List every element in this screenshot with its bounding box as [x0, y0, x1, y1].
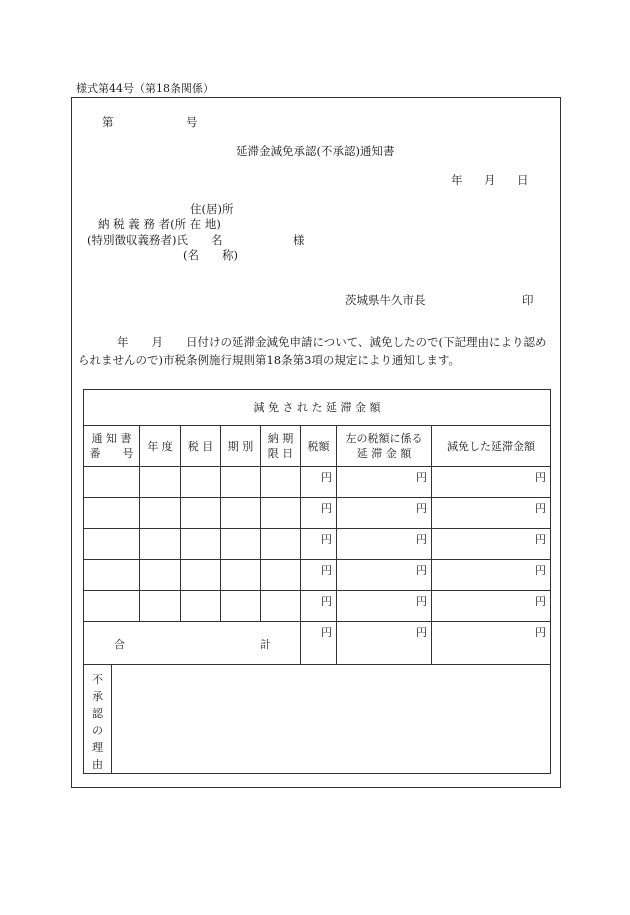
delinquency-amount-cell[interactable]: 円: [337, 591, 432, 622]
header-due-date-line2: 限 日: [267, 447, 294, 460]
reduced-amount-cell[interactable]: 円: [432, 529, 551, 560]
tax-item-cell[interactable]: [181, 560, 221, 591]
taxpayer-label: 納 税 義 務 者(所 在 地): [98, 217, 221, 231]
total-label-left: 合: [114, 638, 125, 651]
reason-field[interactable]: [112, 665, 551, 774]
due-date-cell[interactable]: [261, 560, 301, 591]
reason-char-6: 由: [92, 758, 103, 771]
reason-char-4: の: [92, 724, 103, 737]
table-row: [84, 467, 551, 498]
body-line-1: 年 月 日付けの延滞金減免申請について、減免したので(下記理由により認め: [117, 335, 547, 349]
fiscal-year-cell[interactable]: [140, 529, 181, 560]
reason-label: [84, 665, 112, 774]
address-label: 住(居)所: [190, 202, 234, 216]
reason-char-3: 認: [92, 707, 103, 720]
due-date-cell[interactable]: [261, 591, 301, 622]
header-delinquency-line2: 延 滞 金 額: [356, 447, 412, 460]
delinquency-amount-cell[interactable]: 円: [337, 498, 432, 529]
reduction-table: [83, 389, 551, 774]
doc-number-dai: 第: [102, 115, 114, 129]
total-label-right: 計: [260, 638, 271, 651]
delinquency-amount-cell[interactable]: 円: [337, 560, 432, 591]
notice-number-cell[interactable]: [84, 467, 140, 498]
header-notice-number-line2: 番 号: [89, 447, 134, 460]
body-line-2: られませんので)市税条例施行規則第18条第3項の規定により通知します。: [78, 353, 461, 367]
date-year: 年: [451, 173, 463, 187]
notice-number-cell[interactable]: [84, 498, 140, 529]
header-delinquency-line1: 左の税額に係る: [345, 432, 423, 445]
name-alt-label: (名 称): [183, 248, 238, 262]
header-notice-number-line1: 通 知 書: [91, 432, 132, 445]
doc-number-go: 号: [186, 115, 198, 129]
delinquency-amount-cell[interactable]: 円: [337, 467, 432, 498]
date-day: 日: [517, 173, 529, 187]
tax-item-cell[interactable]: [181, 498, 221, 529]
total-delinquency-amount: 円: [337, 622, 432, 665]
fiscal-year-cell[interactable]: [140, 591, 181, 622]
reduced-amount-cell[interactable]: 円: [432, 498, 551, 529]
table-row: [84, 591, 551, 622]
notice-number-cell[interactable]: [84, 591, 140, 622]
due-date-cell[interactable]: [261, 467, 301, 498]
tax-item-cell[interactable]: [181, 467, 221, 498]
fiscal-year-cell[interactable]: [140, 498, 181, 529]
reduced-amount-cell[interactable]: 円: [432, 591, 551, 622]
delinquency-amount-cell[interactable]: 円: [337, 529, 432, 560]
due-date-cell[interactable]: [261, 498, 301, 529]
tax-amount-cell[interactable]: 円: [301, 467, 337, 498]
issuer-name: 茨城県牛久市長: [345, 293, 426, 307]
total-label-cell: [84, 622, 301, 665]
header-due-date-line1: 納 期: [267, 432, 294, 445]
header-period: 期 別: [221, 426, 261, 467]
header-due-date: [261, 426, 301, 467]
fiscal-year-cell[interactable]: [140, 467, 181, 498]
table-row: [84, 560, 551, 591]
tax-amount-cell[interactable]: 円: [301, 560, 337, 591]
header-delinquency-amount: [337, 426, 432, 467]
reduced-amount-cell[interactable]: 円: [432, 467, 551, 498]
notice-number-cell[interactable]: [84, 529, 140, 560]
period-cell[interactable]: [221, 529, 261, 560]
period-cell[interactable]: [221, 498, 261, 529]
date-month: 月: [484, 173, 496, 187]
header-tax-item: 税 目: [181, 426, 221, 467]
fiscal-year-cell[interactable]: [140, 560, 181, 591]
period-cell[interactable]: [221, 467, 261, 498]
total-tax-amount: 円: [301, 622, 337, 665]
reduced-amount-cell[interactable]: 円: [432, 560, 551, 591]
form-label: 様式第44号（第18条関係）: [76, 82, 214, 95]
reason-char-2: 承: [92, 690, 103, 703]
tax-amount-cell[interactable]: 円: [301, 498, 337, 529]
due-date-cell[interactable]: [261, 529, 301, 560]
special-collector-label: (特別徴収義務者)氏 名: [87, 233, 223, 247]
header-tax-amount: 税額: [301, 426, 337, 467]
section-title: 減 免 さ れ た 延 滞 金 額: [84, 390, 551, 426]
tax-amount-cell[interactable]: 円: [301, 591, 337, 622]
table-row: [84, 498, 551, 529]
reason-char-1: 不: [92, 673, 103, 686]
header-reduced-amount: 減免した延滞金額: [432, 426, 551, 467]
honorific: 様: [293, 233, 305, 247]
seal-mark: 印: [522, 293, 534, 307]
tax-amount-cell[interactable]: 円: [301, 529, 337, 560]
period-cell[interactable]: [221, 560, 261, 591]
header-notice-number: [84, 426, 140, 467]
period-cell[interactable]: [221, 591, 261, 622]
table-row: [84, 529, 551, 560]
total-reduced-amount: 円: [432, 622, 551, 665]
tax-item-cell[interactable]: [181, 529, 221, 560]
reason-char-5: 理: [92, 741, 103, 754]
document-title: 延滞金減免承認(不承認)通知書: [236, 144, 395, 158]
header-fiscal-year: 年 度: [140, 426, 181, 467]
notice-number-cell[interactable]: [84, 560, 140, 591]
tax-item-cell[interactable]: [181, 591, 221, 622]
